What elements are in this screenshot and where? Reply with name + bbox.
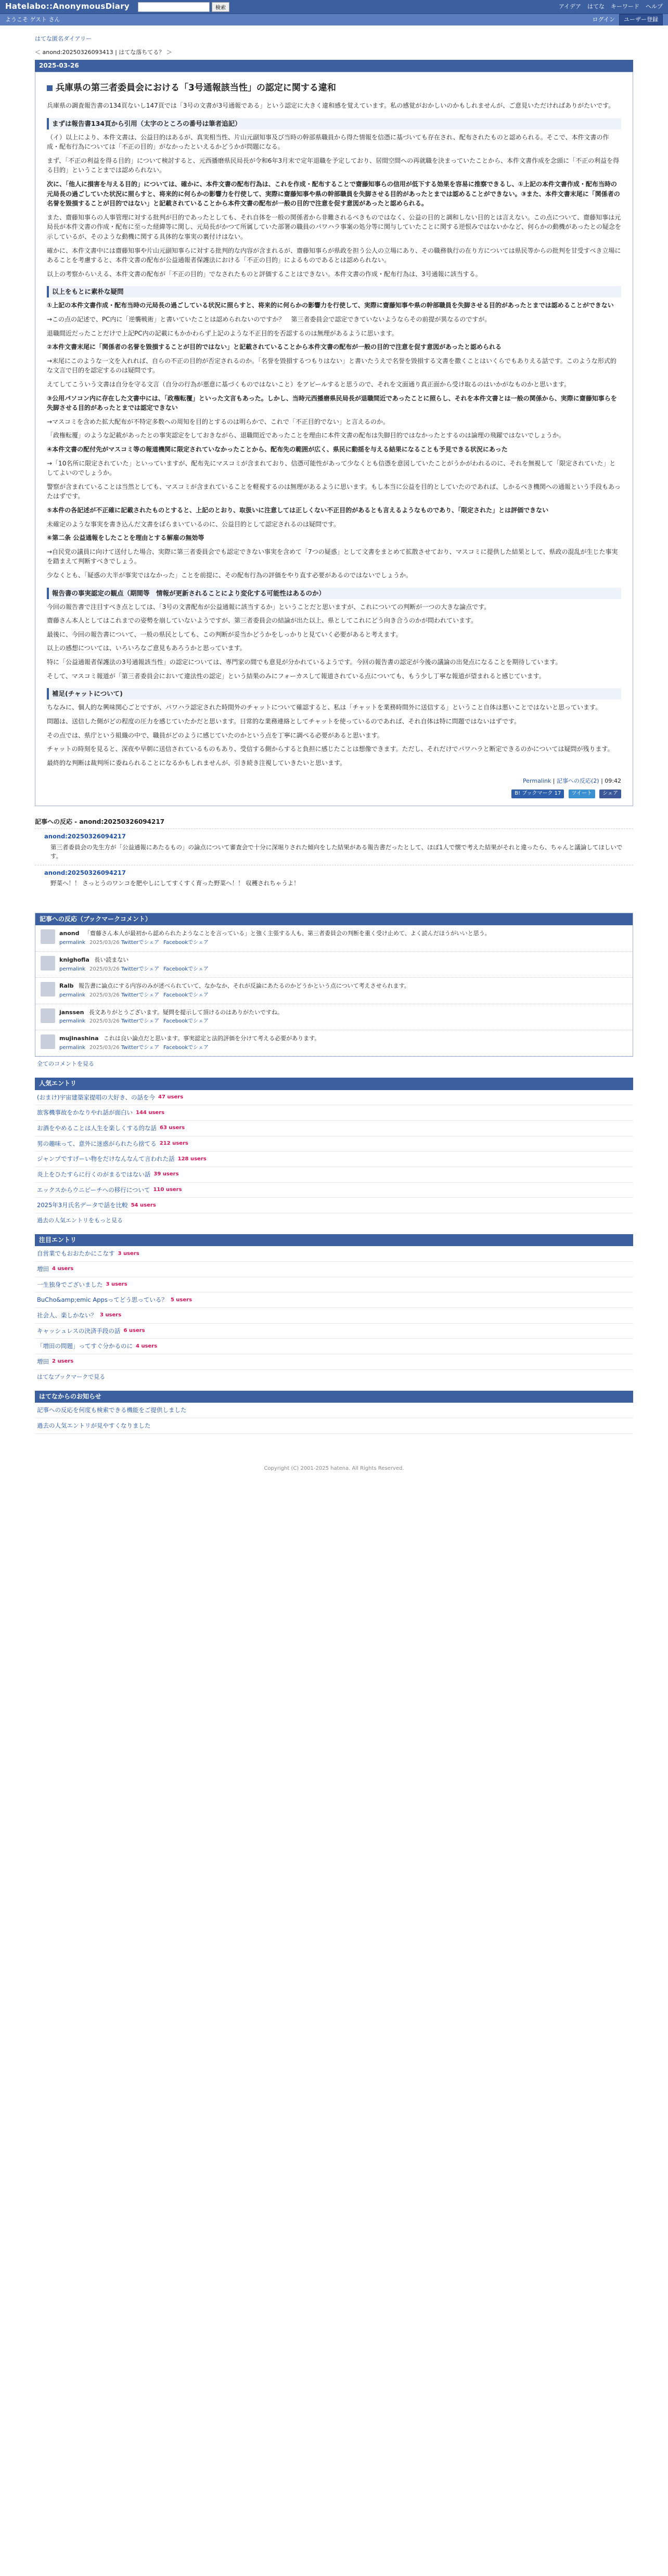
bookmark-permalink[interactable]: permalink bbox=[59, 940, 85, 946]
top-bar bbox=[0, 0, 668, 14]
avatar[interactable] bbox=[41, 1008, 55, 1023]
tweet-button[interactable]: ツイート bbox=[569, 789, 596, 798]
question: ①上記の本件文書作成・配布当時の元局長の過ごしている状況に照らすと、将来的に何らかの影響力を行使して、実際に齋藤知事や県の幹部職員を失脚させる目的があったとまでは認めることができない bbox=[47, 302, 614, 309]
bookmark-permalink[interactable]: permalink bbox=[59, 1018, 85, 1025]
paragraph: 特に「公益通報者保護法の3号通報該当性」の認定については、専門家の間でも意見が分かれているようです。今回の報告書の認定が今後の議論の出発点になることを期待しています。 bbox=[47, 658, 562, 666]
bookmark-date: 2025/03/26 bbox=[89, 966, 120, 972]
paragraph: 問題は、送信した側がどの程度の圧力を感じていたかだと思います。日常的な業務連絡としてチャットを使っているのであれば、それ自体は特に問題ではないはずです。 bbox=[47, 717, 521, 725]
search-input[interactable] bbox=[138, 2, 210, 12]
bookmark-user[interactable]: janssen bbox=[59, 1008, 84, 1016]
question: ④本件文書の配付先がマスコミ等の報道機関に限定されていなかったことから、配布先の範囲が広く、県民に動揺を与える結果になることも予見できる状況にあった bbox=[47, 446, 508, 453]
section-heading: 以上をもとに素朴な疑問 bbox=[47, 286, 621, 297]
list-item[interactable] bbox=[35, 1308, 633, 1324]
article-title-text: 兵庫県の第三者委員会における「3号通報該当性」の認定に関する違和 bbox=[56, 83, 336, 94]
bookmark-user[interactable]: mujinashina bbox=[59, 1034, 99, 1042]
facebook-share-link[interactable]: Facebookでシェア bbox=[163, 1044, 209, 1051]
list-item[interactable] bbox=[35, 1339, 633, 1354]
paragraph: 以上の感想については、いろいろなご意見もあろうかと思っています。 bbox=[47, 644, 246, 652]
question: ③公用パソコン内に存在した文書中には、「政権転覆」といった文言もあった。しかし、当時元西播磨県民局長が退職間近であったことに照らし、それを本件文書とは一般の関係から、実際に齋藤知事らを失脚させる目的があったとまでは認定できない bbox=[47, 394, 617, 412]
avatar[interactable] bbox=[41, 1034, 55, 1049]
paragraph: ちなみに、個人的な興味関心ごとですが、パワハラ認定された時間外のチャットについて確認すると、私は「チャットを業務時間外に送信する」ということ自体は悪いことではないと思っています。 bbox=[47, 704, 602, 711]
bookmark-comments bbox=[35, 913, 633, 1057]
all-comments-link[interactable] bbox=[35, 1057, 633, 1071]
list-item[interactable] bbox=[35, 1324, 633, 1339]
news-link[interactable]: 過去の人気エントリが見やすくなりました bbox=[37, 1421, 151, 1429]
list-item[interactable] bbox=[35, 1121, 633, 1136]
paragraph: →末尾にこのような一文を入れれば、自らの不正の目的が否定されるのか。「名誉を毀損するつもりはない」と書いたうえで名誉を毀損する文書を撒くことはいくらでもありえる話です。このような形式的な文言で目的を認定するのは疑問です。 bbox=[47, 357, 616, 374]
facebook-share-link[interactable]: Facebookでシェア bbox=[163, 1018, 209, 1025]
response-link[interactable]: anond:20250326094217 bbox=[44, 833, 126, 840]
nav-keyword[interactable]: キーワード bbox=[611, 3, 639, 10]
paragraph: 以上の考察からいえる、本件文書の配布が「不正の目的」でなされたものと評価することはできない。本件文書の作成・配布行為は、3号通報に該当する。 bbox=[47, 270, 482, 278]
avatar[interactable] bbox=[41, 982, 55, 996]
latest-heading: 注目エントリ bbox=[35, 1234, 633, 1246]
question: ⑤本件の各記述が不正確に記載されたものとすると、上記のとおり、取扱いに注意しては正しくない不正目的があるとも言えるようなものであり、「限定された」とは評価できない bbox=[47, 506, 549, 514]
article-footer: Permalink | 記事への反応(2) | 09:42 bbox=[523, 778, 621, 785]
paragraph: 退職間近だったことだけで上記PC内の記載にもかかわらず上記のような不正目的を否認するのは無理があるように思います。 bbox=[47, 329, 398, 337]
facebook-share-link[interactable]: Facebookでシェア bbox=[163, 992, 209, 999]
bookmark-comment bbox=[35, 978, 633, 1004]
twitter-share-link[interactable]: Twitterでシェア bbox=[121, 940, 160, 946]
twitter-share-link[interactable]: Twitterでシェア bbox=[121, 1018, 160, 1025]
entry-link[interactable]: 2025年3月氏名データで話を比較 bbox=[37, 1201, 128, 1209]
welcome-text: ようこそ ゲスト さん bbox=[5, 16, 60, 23]
bookmark-date: 2025/03/26 bbox=[89, 1018, 120, 1025]
paragraph: 今回の報告書で注目すべき点としては、「3号の文書配布が公益通報に該当するか」ということだと思いますが、これについての判断が一つの大きな論点です。 bbox=[47, 603, 491, 611]
paragraph: 最終的な判断は裁判所に委ねられることになるかもしれませんが、引き続き注視していきたいと思います。 bbox=[47, 759, 346, 767]
users-count[interactable]: 144 users bbox=[136, 1109, 165, 1116]
responses-heading: 記事への反応 - anond:20250326094217 bbox=[35, 818, 165, 826]
entry-link[interactable]: 増田 bbox=[37, 1358, 49, 1366]
nav-hatena[interactable]: はてな bbox=[587, 3, 605, 10]
list-item[interactable] bbox=[35, 1090, 633, 1106]
list-item[interactable] bbox=[35, 1105, 633, 1121]
users-count[interactable]: 3 users bbox=[100, 1312, 122, 1318]
facebook-share-link[interactable]: Facebookでシェア bbox=[163, 966, 209, 972]
bookmark-comment bbox=[35, 1030, 633, 1056]
list-item[interactable] bbox=[35, 1246, 633, 1262]
users-count[interactable]: 47 users bbox=[158, 1094, 184, 1100]
share-buttons bbox=[47, 788, 621, 798]
paragraph: 次に、「他人に損害を与える目的」については、確かに、本件文書の配布行為は、これを作成・配布することで齋藤知事らの信用が低下する効果を容易に推察できるし、①上記の本件文書作成・配布当時の元局長の過ごしていた状況に照らすと、将来的に何らかの影響力を行使して、実際に齋藤知事や県の幹部職員を失脚させる目的があったとまでは認めることができない。③また、本件文書末尾に「関係者の名誉を毀損することが目的ではない」と記載されていることから本件文書の配布が一般の目的で注意を促す意図があったと認められる。 bbox=[47, 180, 620, 208]
all-comments-text[interactable]: 全てのコメントを見る bbox=[37, 1060, 94, 1068]
paragraph: 少なくとも、「疑惑の大半が事実ではなかった」ことを前提に、その配布行為の評価をやり直す必要があるのではないでしょうか。 bbox=[47, 571, 413, 579]
search-button[interactable]: 検索 bbox=[212, 2, 229, 12]
nav-help[interactable]: ヘルプ bbox=[646, 3, 663, 10]
main-container bbox=[35, 25, 633, 1472]
top-link[interactable]: はてな匿名ダイアリー bbox=[35, 35, 92, 42]
bookmark-permalink[interactable]: permalink bbox=[59, 1044, 85, 1051]
bookmark-comment bbox=[35, 1004, 633, 1030]
responses-link[interactable]: 記事への反応(2) bbox=[557, 778, 599, 785]
entry-link[interactable]: 一生独身でございました bbox=[37, 1280, 103, 1288]
avatar[interactable] bbox=[41, 956, 55, 970]
paragraph: チャットの時刻を見ると、深夜や早朝に送信されているものもあり、受信する側からすると負担に感じたことは想像できます。ただし、それだけでパワハラと断定できるのかについては疑問が残ります。 bbox=[47, 745, 614, 753]
hatena-news-heading: はてなからのお知らせ bbox=[35, 1391, 633, 1403]
facebook-share-link[interactable]: Facebookでシェア bbox=[163, 940, 209, 946]
users-count[interactable]: 3 users bbox=[118, 1250, 139, 1257]
response-body: 野菜ヘ！！ さっとうのワンコを肥やしにしてすくすく育った野菜ヘ！！ 収穫されちゃうよ！ bbox=[50, 879, 300, 887]
intro-text: 兵庫県の調査報告書の134頁ないし147頁では「3号の文書が3号通報である」という認定に大きく違和感を覚えています。私の感覚がおかしいのかもしれませんが、ご意見いただければありがたいです。 bbox=[47, 101, 615, 109]
square-icon bbox=[47, 85, 53, 91]
bookmark-date: 2025/03/26 bbox=[89, 940, 120, 946]
users-count[interactable]: 4 users bbox=[52, 1266, 74, 1272]
twitter-share-link[interactable]: Twitterでシェア bbox=[121, 1044, 160, 1051]
paragraph: （イ）以上により、本件文書は、公益目的はあるが、真実相当性、片山元副知事及び当時の幹部県職員から得た情報を信憑に基づいても存在され、配布されたものと認められる。そこで、本件文書の作成・配布行為については「不正の目的」がなかったといえるかどうかが問題になる。 bbox=[47, 133, 609, 151]
paragraph: →この点の記述で、PC内に「逆襲戦術」と書いていたことは認められないのですか？ 第三者委員会で認定できていないようならその前提が異なるのですが。 bbox=[47, 316, 491, 323]
permalink[interactable]: Permalink bbox=[523, 778, 551, 785]
users-count[interactable]: 54 users bbox=[131, 1202, 156, 1208]
response-body: 第三者委員会の先生方が「公益通報にあたるもの」の論点について審査会で十分に深堀りされた傾向をした結果がある報告書だったとして、ほぼ1人で懐で考えた結果がそれと違ったら、ちゃんと議論してほしいです。 bbox=[50, 844, 623, 860]
article-body bbox=[47, 101, 621, 768]
bookmark-text: 長文ありがとうございます。疑問を提示して頂けるのはありがたいですね。 bbox=[88, 1008, 284, 1016]
response-link[interactable]: anond:20250326094217 bbox=[44, 869, 126, 876]
bookmark-date: 2025/03/26 bbox=[89, 992, 120, 999]
twitter-share-link[interactable]: Twitterでシェア bbox=[121, 966, 160, 972]
hatena-bookmark-button[interactable]: B! ブックマーク 17 bbox=[511, 789, 564, 798]
hatena-news bbox=[35, 1391, 633, 1434]
paragraph: また、齋藤知事らの人事管理に対する批判が目的であったとしても、それ自体を一般の関係者から非難されるべきものではなく、公益の目的と調和しない目的とは言えない。この点について、齋藤知事は元局長が本件文書の作成・配布に至った経緯等に関し、元局長がかつて所属していた部署の職員のパワハラ事案の処分等に関与していたことに関する逆恨みではないかなど、何らかの動機があったとの疑念を示しているが、そのような動機に関する具体的な事実の裏付けはない。 bbox=[47, 213, 621, 240]
section-heading: 報告書の事実認定の観点（期間等 情報が更新されることにより変化する可能性はあるのか） bbox=[47, 588, 621, 599]
users-count[interactable]: 4 users bbox=[136, 1343, 158, 1349]
section-heading: 補足(チャットについて) bbox=[47, 688, 621, 700]
paragraph: まず、「不正の利益を得る目的」について検討すると、元西播磨県民局長が令和6年3月末で定年退職を予定しており、居間空間への再就職を決まっていたことから、本件文書作成を念頭に「不正の利益を得る目的」ということまでは認められない。 bbox=[47, 157, 620, 174]
section-heading: まずは報告書134頁から引用（太字のところの番号は筆者追記） bbox=[47, 118, 621, 130]
list-item[interactable] bbox=[35, 1292, 633, 1308]
users-count[interactable]: 2 users bbox=[52, 1358, 74, 1365]
bookmark-text: 長い読まない bbox=[94, 956, 129, 963]
bookmark-user[interactable]: Ralb bbox=[59, 982, 74, 990]
users-count[interactable]: 128 users bbox=[177, 1156, 207, 1162]
users-count[interactable]: 6 users bbox=[123, 1327, 145, 1334]
users-count[interactable]: 39 users bbox=[153, 1171, 179, 1177]
entry-link[interactable]: 炎上をひたすらに行くのがまるではない話 bbox=[37, 1171, 151, 1179]
facebook-share-button[interactable]: シェア bbox=[599, 789, 621, 798]
site-logo[interactable]: Hatelabo::AnonymousDiary bbox=[5, 2, 130, 11]
bookmark-comment bbox=[35, 952, 633, 978]
bookmark-comments-heading: 記事への反応（ブックマークコメント） bbox=[35, 913, 633, 925]
paragraph: →「10名所に限定されていた」といっていますが、配布先にマスコミが含まれており、信憑可能性があって少なくとも信憑を意図していたことがうかがわれるのに、それを無視して「限定されていた」としてよいのでしょうか。 bbox=[47, 459, 616, 477]
paragraph: 最後に、今回の報告書について、一般の県民としても、この判断が妥当かどうかをしっかりと見ていく必要があると考えます。 bbox=[47, 630, 402, 638]
paragraph: 齋藤さん本人としてはこれまでの姿勢を崩していないようですが、第三者委員会の結論が出た以上、県としてこれにどう向き合うのかが問われています。 bbox=[47, 617, 478, 625]
popular-entries bbox=[35, 1078, 633, 1228]
question: ⑥第二条 公益通報をしたことを理由とする解雇の無効等 bbox=[47, 534, 204, 542]
entry-link[interactable]: 旅客機事故をかなりやれ話が面白い bbox=[37, 1109, 133, 1117]
list-item[interactable] bbox=[35, 1136, 633, 1152]
users-count[interactable]: 3 users bbox=[106, 1281, 127, 1287]
avatar[interactable] bbox=[41, 929, 55, 944]
bookmark-text: これは良い論点だと思います。事実認定と法的評価を分けて考える必要があります。 bbox=[104, 1034, 320, 1042]
copyright: Copyright (C) 2001-2025 hatena. All Rights Reserved. bbox=[264, 1465, 404, 1471]
article bbox=[35, 72, 633, 806]
response-item bbox=[35, 865, 633, 892]
top-nav bbox=[559, 3, 663, 11]
entry-link[interactable]: 「増田の問題」ってすぐ分かるのに bbox=[37, 1342, 133, 1350]
responses bbox=[35, 815, 633, 892]
entry-link[interactable]: (おまけ)宇宙建築家提唱の大好き、の話を今 bbox=[37, 1093, 156, 1101]
news-item[interactable] bbox=[35, 1403, 633, 1418]
entry-link[interactable]: 男の趣味って、意外に迷惑がられたら捨てる bbox=[37, 1140, 157, 1147]
twitter-share-link[interactable]: Twitterでシェア bbox=[121, 992, 160, 999]
paragraph: えてしてこういう文書は自分を守る文言（自分の行為が悪意に基づくものではないこと）をアピールすると思うので、それを文面通り真正面から受け取るのはいかがなものかと思います。 bbox=[47, 381, 571, 389]
bookmark-user[interactable]: anond bbox=[59, 930, 80, 937]
users-count[interactable]: 63 users bbox=[160, 1125, 185, 1131]
paragraph: 確かに、本件文書中には齋藤知事や片山元副知事らに対する批判的な内容が含まれるが、齋藤知事らが県政を担う公人の立場にあり、その職務執行の在り方については県民等からの批判を甘受すべき立場にあることを考慮すると、本件文書の配布が公益通報者保護法における「不正の目的」によるものであるとは認められない。 bbox=[47, 247, 621, 264]
day-header: 2025-03-26 bbox=[35, 60, 633, 72]
login-link[interactable]: ログイン bbox=[592, 16, 615, 23]
paragraph: その点では、県庁という組織の中で、職員がどのように感じていたのかという点を丁寧に調べる必要があると思います。 bbox=[47, 731, 383, 739]
response-item bbox=[35, 829, 633, 864]
bookmark-date: 2025/03/26 bbox=[89, 1044, 120, 1051]
entry-link[interactable]: ジャンプですげーい物をだけなんなんて言われた話 bbox=[37, 1155, 175, 1163]
entry-link[interactable]: お酒をやめることは人生を楽しくする的な話 bbox=[37, 1124, 157, 1132]
list-item[interactable] bbox=[35, 1167, 633, 1183]
paragraph: →マスコミを含めた拡大配布が不特定多数への周知を目的とするのは明らかで、これで「不正目的でない」と言えるのか。 bbox=[47, 418, 389, 425]
news-link[interactable]: 記事への反応を何度も検索できる機能をご提供しました bbox=[37, 1406, 187, 1414]
paragraph: →自民党の議員に向けて送付した場合、実際に第三者委員会でも認定できない事実を含めて「7つの疑惑」として文書をまとめて拡散させており、マスコミに提供した結果として、県政の混乱が生じた事実を踏まえて判断すべきでしょう。 bbox=[47, 548, 618, 565]
entry-link[interactable]: 増田 bbox=[37, 1265, 49, 1273]
paragraph: 「政権転覆」のような記載があったとの事実認定をしておきながら、退職間近であったことを理由に本件文書の配布は失脚目的ではなかったとするのは論理の飛躍ではないでしょうか。 bbox=[47, 432, 565, 439]
paragraph: そして、マスコミ報道が「第三者委員会において違法性の認定」という結果のみにフォーカスして報道されている点についても、もう少し丁寧な報道が望まれると感じています。 bbox=[47, 672, 545, 680]
pager[interactable]: ＜ anond:20250326093413 | はてな落ちてる？ ＞ bbox=[35, 48, 172, 56]
list-item[interactable] bbox=[35, 1277, 633, 1293]
bookmark-text: 報告書に論点にする内容のみが述べられていて、なかなか、それが反論にあたるのかどうかという点について考えさせられます。 bbox=[79, 982, 410, 990]
list-item[interactable] bbox=[35, 1354, 633, 1370]
list-item[interactable] bbox=[35, 1151, 633, 1167]
nav-idea[interactable]: アイデア bbox=[558, 3, 581, 10]
users-count[interactable]: 5 users bbox=[170, 1297, 192, 1303]
register-button[interactable]: ユーザー登録 bbox=[619, 14, 663, 25]
entry-link[interactable]: 自営業でもおおたかにこなす bbox=[37, 1250, 115, 1258]
bookmark-comment bbox=[35, 925, 633, 951]
latest-entries bbox=[35, 1234, 633, 1384]
bookmark-text: 「齋藤さん本人が最初から認められたようなことを言っている」と強く主張する人も、第三者委員会の判断を重く受け止めて、よく読んだほうがいいと思う。 bbox=[84, 930, 491, 937]
users-count[interactable]: 110 users bbox=[153, 1186, 182, 1193]
post-time: 09:42 bbox=[605, 778, 621, 785]
entry-link[interactable]: エックスからウニピーチへの移行について bbox=[37, 1186, 150, 1194]
paragraph: 警察が含まれていることは当然としても、マスコミが含まれていることを軽視するのは無理があるように思います。もし本当に公益を目的としていたのであれば、しかるべき機関への通報という手段もあったはずです。 bbox=[47, 483, 621, 500]
popular-heading: 人気エントリ bbox=[35, 1078, 633, 1090]
list-item[interactable] bbox=[35, 1198, 633, 1213]
entry-link[interactable]: 社会人、楽しかない？ bbox=[37, 1312, 97, 1319]
bookmark-user[interactable]: knighofla bbox=[59, 956, 89, 963]
question: ②本件文書末尾に「関係者の名誉を毀損することが目的ではない」と記載されていることから本件文書の配布が一般の目的で注意を促す意図があったと認められる bbox=[47, 343, 502, 351]
bookmark-permalink[interactable]: permalink bbox=[59, 992, 85, 999]
list-item[interactable] bbox=[35, 1262, 633, 1277]
news-item[interactable] bbox=[35, 1418, 633, 1434]
paragraph: 未確定のような事実を書き込んだ文書をばらまいているのに、公益目的として認定されるのは疑問です。 bbox=[47, 520, 340, 528]
more-latest-link[interactable]: はてなブックマークで見る bbox=[37, 1373, 106, 1380]
entry-link[interactable]: キャッシュレスの決済手段の話 bbox=[37, 1327, 121, 1335]
more-popular-link[interactable]: 過去の人気エントリをもっと見る bbox=[37, 1217, 123, 1224]
entry-link[interactable]: BuCho&amp;emic Appsってどう思っている？ bbox=[37, 1296, 168, 1304]
article-title[interactable] bbox=[47, 82, 621, 95]
users-count[interactable]: 212 users bbox=[159, 1140, 188, 1146]
bookmark-permalink[interactable]: permalink bbox=[59, 966, 85, 972]
list-item[interactable] bbox=[35, 1183, 633, 1198]
sub-bar bbox=[0, 14, 668, 25]
